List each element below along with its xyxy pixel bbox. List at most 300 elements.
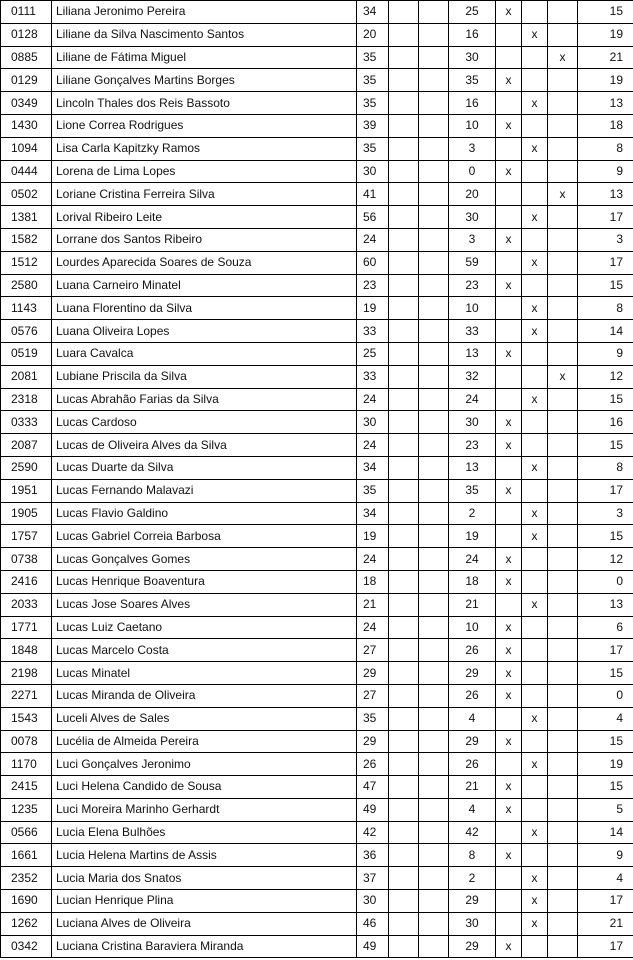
table-row — [1, 251, 633, 274]
cell-mark-2 — [522, 342, 548, 365]
cell-code: 0502 — [1, 183, 52, 206]
cell-mark-2 — [522, 776, 548, 799]
cell-mark-3: x — [548, 365, 578, 388]
cell-age: 39 — [357, 114, 389, 137]
cell-code: 1430 — [1, 114, 52, 137]
cell-code: 1690 — [1, 890, 52, 913]
cell-mark-2: x — [522, 890, 548, 913]
cell-value: 19 — [449, 525, 496, 548]
table-row — [1, 274, 633, 297]
cell-code: 2352 — [1, 867, 52, 890]
cell-mark-3 — [548, 525, 578, 548]
cell-total: 3 — [578, 502, 633, 525]
cell-code: 1848 — [1, 639, 52, 662]
cell-mark-3 — [548, 388, 578, 411]
cell-code: 1771 — [1, 616, 52, 639]
cell-code: 1170 — [1, 753, 52, 776]
cell-empty — [389, 616, 419, 639]
cell-total: 12 — [578, 548, 633, 571]
table-row — [1, 228, 633, 251]
cell-age: 30 — [357, 160, 389, 183]
cell-mark-1 — [496, 593, 522, 616]
table-row — [1, 297, 633, 320]
cell-total: 14 — [578, 821, 633, 844]
table-row — [1, 844, 633, 867]
cell-empty — [389, 525, 419, 548]
cell-mark-2: x — [522, 821, 548, 844]
cell-mark-3 — [548, 342, 578, 365]
cell-empty — [389, 707, 419, 730]
cell-empty — [389, 297, 419, 320]
cell-empty — [389, 821, 419, 844]
cell-empty — [389, 776, 419, 799]
cell-value: 35 — [449, 479, 496, 502]
cell-code: 2416 — [1, 570, 52, 593]
cell-value: 13 — [449, 456, 496, 479]
cell-age: 35 — [357, 46, 389, 69]
cell-total: 15 — [578, 776, 633, 799]
cell-total: 17 — [578, 935, 633, 958]
cell-empty — [419, 160, 449, 183]
cell-mark-2 — [522, 183, 548, 206]
cell-empty — [419, 935, 449, 958]
cell-name: Lucia Maria dos Snatos — [52, 867, 357, 890]
cell-mark-1 — [496, 890, 522, 913]
table-row — [1, 479, 633, 502]
cell-code: 2198 — [1, 662, 52, 685]
table-row — [1, 69, 633, 92]
cell-code: 1143 — [1, 297, 52, 320]
cell-mark-1: x — [496, 776, 522, 799]
cell-age: 29 — [357, 730, 389, 753]
cell-empty — [419, 365, 449, 388]
cell-age: 35 — [357, 69, 389, 92]
cell-mark-3 — [548, 23, 578, 46]
cell-mark-3 — [548, 821, 578, 844]
cell-mark-1 — [496, 525, 522, 548]
cell-total: 17 — [578, 890, 633, 913]
cell-total: 4 — [578, 707, 633, 730]
cell-value: 35 — [449, 69, 496, 92]
cell-code: 0342 — [1, 935, 52, 958]
cell-mark-1: x — [496, 570, 522, 593]
cell-value: 30 — [449, 411, 496, 434]
cell-mark-3 — [548, 798, 578, 821]
cell-empty — [389, 251, 419, 274]
cell-empty — [419, 570, 449, 593]
cell-mark-1 — [496, 251, 522, 274]
cell-mark-1 — [496, 456, 522, 479]
cell-value: 2 — [449, 867, 496, 890]
table-row — [1, 342, 633, 365]
cell-mark-1 — [496, 137, 522, 160]
cell-name: Lucélia de Almeida Pereira — [52, 730, 357, 753]
cell-value: 25 — [449, 1, 496, 24]
cell-name: Lucia Elena Bulhões — [52, 821, 357, 844]
cell-mark-3 — [548, 912, 578, 935]
cell-mark-3 — [548, 662, 578, 685]
cell-empty — [389, 639, 419, 662]
cell-total: 15 — [578, 274, 633, 297]
cell-empty — [419, 730, 449, 753]
cell-mark-3 — [548, 411, 578, 434]
cell-mark-1 — [496, 707, 522, 730]
cell-code: 0576 — [1, 320, 52, 343]
cell-name: Lucas Duarte da Silva — [52, 456, 357, 479]
cell-mark-1: x — [496, 798, 522, 821]
cell-mark-3 — [548, 890, 578, 913]
cell-mark-2: x — [522, 707, 548, 730]
cell-total: 15 — [578, 525, 633, 548]
cell-mark-2 — [522, 479, 548, 502]
cell-mark-2: x — [522, 593, 548, 616]
cell-empty — [389, 206, 419, 229]
cell-total: 19 — [578, 753, 633, 776]
cell-value: 21 — [449, 593, 496, 616]
table-row — [1, 456, 633, 479]
cell-empty — [419, 593, 449, 616]
table-row — [1, 411, 633, 434]
cell-mark-2 — [522, 365, 548, 388]
cell-total: 8 — [578, 456, 633, 479]
cell-empty — [389, 23, 419, 46]
cell-empty — [419, 616, 449, 639]
cell-mark-1: x — [496, 114, 522, 137]
table-row — [1, 434, 633, 457]
cell-empty — [419, 92, 449, 115]
cell-empty — [419, 867, 449, 890]
cell-name: Lorrane dos Santos Ribeiro — [52, 228, 357, 251]
cell-name: Lucas Minatel — [52, 662, 357, 685]
cell-name: Lucas Miranda de Oliveira — [52, 684, 357, 707]
cell-mark-1: x — [496, 639, 522, 662]
cell-empty — [389, 411, 419, 434]
cell-mark-1: x — [496, 616, 522, 639]
cell-age: 33 — [357, 365, 389, 388]
cell-code: 2318 — [1, 388, 52, 411]
cell-code: 1262 — [1, 912, 52, 935]
cell-empty — [419, 525, 449, 548]
cell-value: 23 — [449, 274, 496, 297]
cell-empty — [389, 479, 419, 502]
cell-empty — [389, 890, 419, 913]
cell-mark-3 — [548, 274, 578, 297]
cell-empty — [419, 69, 449, 92]
cell-mark-1 — [496, 23, 522, 46]
cell-mark-2 — [522, 662, 548, 685]
cell-mark-1: x — [496, 935, 522, 958]
table-row — [1, 798, 633, 821]
cell-empty — [419, 228, 449, 251]
cell-empty — [419, 548, 449, 571]
cell-value: 13 — [449, 342, 496, 365]
cell-empty — [389, 456, 419, 479]
cell-age: 30 — [357, 890, 389, 913]
cell-mark-1 — [496, 297, 522, 320]
cell-total: 13 — [578, 183, 633, 206]
cell-value: 3 — [449, 137, 496, 160]
table-row — [1, 593, 633, 616]
cell-mark-3 — [548, 730, 578, 753]
cell-mark-3 — [548, 502, 578, 525]
cell-empty — [389, 844, 419, 867]
cell-total: 19 — [578, 23, 633, 46]
cell-empty — [419, 798, 449, 821]
cell-name: Luana Florentino da Silva — [52, 297, 357, 320]
table-row — [1, 570, 633, 593]
cell-empty — [419, 662, 449, 685]
cell-total: 21 — [578, 912, 633, 935]
cell-total: 3 — [578, 228, 633, 251]
cell-mark-3 — [548, 707, 578, 730]
cell-age: 26 — [357, 753, 389, 776]
table-row — [1, 662, 633, 685]
cell-total: 15 — [578, 662, 633, 685]
table-row — [1, 707, 633, 730]
cell-mark-3 — [548, 251, 578, 274]
table-row — [1, 183, 633, 206]
cell-name: Lucas Henrique Boaventura — [52, 570, 357, 593]
cell-age: 35 — [357, 137, 389, 160]
cell-empty — [389, 388, 419, 411]
table-row — [1, 206, 633, 229]
cell-mark-2: x — [522, 456, 548, 479]
cell-mark-2: x — [522, 753, 548, 776]
cell-mark-3 — [548, 616, 578, 639]
cell-name: Lubiane Priscila da Silva — [52, 365, 357, 388]
cell-empty — [389, 434, 419, 457]
cell-total: 19 — [578, 69, 633, 92]
cell-code: 2580 — [1, 274, 52, 297]
cell-age: 60 — [357, 251, 389, 274]
table-row — [1, 753, 633, 776]
cell-empty — [419, 46, 449, 69]
cell-empty — [419, 912, 449, 935]
cell-empty — [419, 684, 449, 707]
cell-value: 20 — [449, 183, 496, 206]
cell-empty — [389, 912, 419, 935]
cell-age: 27 — [357, 639, 389, 662]
cell-mark-2 — [522, 411, 548, 434]
cell-empty — [419, 320, 449, 343]
cell-empty — [389, 798, 419, 821]
cell-total: 13 — [578, 92, 633, 115]
cell-age: 46 — [357, 912, 389, 935]
cell-mark-1 — [496, 46, 522, 69]
cell-age: 35 — [357, 479, 389, 502]
cell-mark-3 — [548, 206, 578, 229]
cell-empty — [389, 753, 419, 776]
cell-name: Lucas Gonçalves Gomes — [52, 548, 357, 571]
cell-empty — [389, 935, 419, 958]
cell-code: 0738 — [1, 548, 52, 571]
table-row — [1, 1, 633, 24]
cell-mark-3 — [548, 114, 578, 137]
cell-mark-1 — [496, 753, 522, 776]
cell-age: 49 — [357, 935, 389, 958]
cell-value: 30 — [449, 46, 496, 69]
cell-code: 1951 — [1, 479, 52, 502]
cell-name: Lucas Luiz Caetano — [52, 616, 357, 639]
cell-mark-2: x — [522, 502, 548, 525]
cell-age: 24 — [357, 228, 389, 251]
cell-empty — [419, 297, 449, 320]
cell-value: 16 — [449, 23, 496, 46]
cell-name: Lucas Cardoso — [52, 411, 357, 434]
table-row — [1, 776, 633, 799]
cell-total: 9 — [578, 342, 633, 365]
cell-mark-2 — [522, 639, 548, 662]
cell-code: 2081 — [1, 365, 52, 388]
cell-mark-1: x — [496, 274, 522, 297]
cell-mark-1 — [496, 365, 522, 388]
cell-mark-1: x — [496, 69, 522, 92]
cell-total: 8 — [578, 297, 633, 320]
cell-total: 0 — [578, 570, 633, 593]
cell-code: 0519 — [1, 342, 52, 365]
cell-empty — [389, 320, 419, 343]
table-row — [1, 548, 633, 571]
cell-name: Lucas Fernando Malavazi — [52, 479, 357, 502]
cell-value: 24 — [449, 388, 496, 411]
cell-mark-3 — [548, 228, 578, 251]
table-row — [1, 92, 633, 115]
cell-mark-2 — [522, 616, 548, 639]
cell-age: 20 — [357, 23, 389, 46]
cell-code: 2271 — [1, 684, 52, 707]
cell-value: 42 — [449, 821, 496, 844]
cell-value: 4 — [449, 707, 496, 730]
table-row — [1, 616, 633, 639]
cell-code: 0111 — [1, 1, 52, 24]
cell-empty — [419, 206, 449, 229]
cell-age: 21 — [357, 593, 389, 616]
table-row — [1, 639, 633, 662]
cell-name: Luci Moreira Marinho Gerhardt — [52, 798, 357, 821]
cell-empty — [419, 251, 449, 274]
cell-mark-2: x — [522, 297, 548, 320]
cell-empty — [419, 821, 449, 844]
cell-code: 1235 — [1, 798, 52, 821]
cell-total: 12 — [578, 365, 633, 388]
cell-code: 2033 — [1, 593, 52, 616]
cell-code: 0129 — [1, 69, 52, 92]
cell-value: 59 — [449, 251, 496, 274]
cell-value: 29 — [449, 730, 496, 753]
cell-code: 1661 — [1, 844, 52, 867]
cell-total: 8 — [578, 137, 633, 160]
cell-empty — [419, 707, 449, 730]
cell-empty — [389, 662, 419, 685]
table-row — [1, 730, 633, 753]
cell-age: 19 — [357, 297, 389, 320]
cell-mark-1: x — [496, 1, 522, 24]
cell-age: 27 — [357, 684, 389, 707]
cell-name: Lucas Jose Soares Alves — [52, 593, 357, 616]
cell-value: 0 — [449, 160, 496, 183]
cell-age: 41 — [357, 183, 389, 206]
cell-value: 29 — [449, 935, 496, 958]
cell-mark-3 — [548, 639, 578, 662]
cell-mark-2: x — [522, 137, 548, 160]
cell-name: Lorena de Lima Lopes — [52, 160, 357, 183]
cell-code: 1905 — [1, 502, 52, 525]
cell-mark-3 — [548, 1, 578, 24]
cell-name: Luana Oliveira Lopes — [52, 320, 357, 343]
cell-empty — [419, 183, 449, 206]
cell-name: Lucas Gabriel Correia Barbosa — [52, 525, 357, 548]
table-row — [1, 890, 633, 913]
cell-total: 15 — [578, 730, 633, 753]
cell-value: 10 — [449, 297, 496, 320]
cell-value: 18 — [449, 570, 496, 593]
cell-empty — [389, 69, 419, 92]
cell-total: 15 — [578, 1, 633, 24]
cell-code: 1381 — [1, 206, 52, 229]
cell-mark-1 — [496, 183, 522, 206]
cell-value: 2 — [449, 502, 496, 525]
table-row — [1, 388, 633, 411]
cell-mark-2 — [522, 1, 548, 24]
cell-mark-2: x — [522, 206, 548, 229]
cell-empty — [389, 160, 419, 183]
cell-mark-2 — [522, 844, 548, 867]
cell-value: 26 — [449, 684, 496, 707]
cell-age: 24 — [357, 548, 389, 571]
cell-empty — [389, 46, 419, 69]
cell-mark-1: x — [496, 411, 522, 434]
cell-total: 9 — [578, 160, 633, 183]
table-row — [1, 684, 633, 707]
cell-age: 49 — [357, 798, 389, 821]
cell-age: 56 — [357, 206, 389, 229]
cell-empty — [419, 342, 449, 365]
cell-mark-3 — [548, 92, 578, 115]
cell-name: Lisa Carla Kapitzky Ramos — [52, 137, 357, 160]
cell-mark-3 — [548, 570, 578, 593]
cell-code: 0566 — [1, 821, 52, 844]
cell-mark-3 — [548, 434, 578, 457]
cell-empty — [419, 434, 449, 457]
table-row — [1, 114, 633, 137]
cell-total: 17 — [578, 251, 633, 274]
cell-mark-3 — [548, 456, 578, 479]
cell-code: 2087 — [1, 434, 52, 457]
cell-code: 1582 — [1, 228, 52, 251]
cell-name: Liliane Gonçalves Martins Borges — [52, 69, 357, 92]
cell-age: 34 — [357, 456, 389, 479]
cell-mark-3 — [548, 684, 578, 707]
cell-name: Loriane Cristina Ferreira Silva — [52, 183, 357, 206]
cell-total: 21 — [578, 46, 633, 69]
cell-value: 24 — [449, 548, 496, 571]
cell-mark-1: x — [496, 434, 522, 457]
cell-code: 2415 — [1, 776, 52, 799]
cell-total: 0 — [578, 684, 633, 707]
cell-name: Lucia Helena Martins de Assis — [52, 844, 357, 867]
cell-empty — [389, 1, 419, 24]
cell-name: Lucas Abrahão Farias da Silva — [52, 388, 357, 411]
cell-name: Lucas Marcelo Costa — [52, 639, 357, 662]
cell-empty — [389, 867, 419, 890]
cell-mark-3 — [548, 935, 578, 958]
cell-code: 2590 — [1, 456, 52, 479]
cell-empty — [389, 684, 419, 707]
cell-mark-3 — [548, 160, 578, 183]
cell-name: Liliane de Fátima Miguel — [52, 46, 357, 69]
cell-mark-2 — [522, 274, 548, 297]
cell-mark-1: x — [496, 662, 522, 685]
